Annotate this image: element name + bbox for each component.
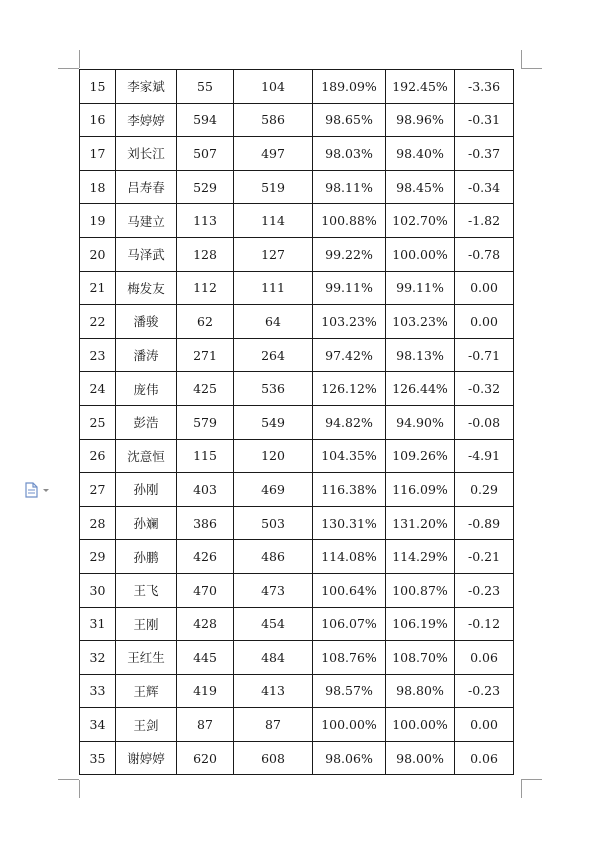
cell-name: 潘涛 <box>116 338 177 372</box>
cell-index: 18 <box>80 170 116 204</box>
cell-ratio-a: 106.07% <box>313 607 386 641</box>
cell-name: 庞伟 <box>116 372 177 406</box>
cell-ratio-a: 116.38% <box>313 473 386 507</box>
cell-ratio-a: 97.42% <box>313 338 386 372</box>
cell-name: 李婷婷 <box>116 103 177 137</box>
table-row <box>80 338 514 372</box>
cell-ratio-a: 100.88% <box>313 204 386 238</box>
cell-value-b: 127 <box>234 237 313 271</box>
cell-name: 马泽武 <box>116 237 177 271</box>
table-row <box>80 607 514 641</box>
crop-mark-bottom-right-v <box>521 780 522 798</box>
cell-ratio-b: 116.09% <box>386 473 455 507</box>
cell-index: 34 <box>80 708 116 742</box>
cell-value-b: 503 <box>234 506 313 540</box>
cell-ratio-a: 100.64% <box>313 573 386 607</box>
cell-value-a: 386 <box>177 506 234 540</box>
cell-ratio-b: 100.87% <box>386 573 455 607</box>
cell-index: 20 <box>80 237 116 271</box>
cell-ratio-b: 98.00% <box>386 741 455 775</box>
table-row <box>80 237 514 271</box>
cell-index: 24 <box>80 372 116 406</box>
cell-index: 35 <box>80 741 116 775</box>
cell-name: 彭浩 <box>116 405 177 439</box>
cell-value-a: 87 <box>177 708 234 742</box>
cell-ratio-a: 99.11% <box>313 271 386 305</box>
cell-name: 马建立 <box>116 204 177 238</box>
cell-index: 26 <box>80 439 116 473</box>
table-row <box>80 305 514 339</box>
cell-name: 王剑 <box>116 708 177 742</box>
cell-ratio-a: 99.22% <box>313 237 386 271</box>
data-table <box>79 69 514 775</box>
cell-index: 29 <box>80 540 116 574</box>
cell-ratio-b: 100.00% <box>386 708 455 742</box>
cell-value-b: 536 <box>234 372 313 406</box>
cell-value-a: 620 <box>177 741 234 775</box>
cell-ratio-b: 103.23% <box>386 305 455 339</box>
table-row <box>80 70 514 104</box>
cell-value-b: 64 <box>234 305 313 339</box>
cell-ratio-a: 94.82% <box>313 405 386 439</box>
cell-difference: -0.21 <box>455 540 514 574</box>
crop-mark-top-left-h <box>58 68 79 69</box>
table-row <box>80 741 514 775</box>
cell-ratio-b: 98.45% <box>386 170 455 204</box>
cell-ratio-b: 102.70% <box>386 204 455 238</box>
table-row <box>80 439 514 473</box>
cell-ratio-b: 108.70% <box>386 641 455 675</box>
table-row <box>80 204 514 238</box>
cell-value-b: 486 <box>234 540 313 574</box>
cell-value-b: 120 <box>234 439 313 473</box>
cell-difference: 0.00 <box>455 708 514 742</box>
cell-value-b: 473 <box>234 573 313 607</box>
cell-ratio-a: 103.23% <box>313 305 386 339</box>
table-row <box>80 674 514 708</box>
cell-ratio-a: 104.35% <box>313 439 386 473</box>
cell-ratio-a: 126.12% <box>313 372 386 406</box>
cell-value-b: 87 <box>234 708 313 742</box>
table-row <box>80 137 514 171</box>
cell-value-b: 264 <box>234 338 313 372</box>
cell-index: 32 <box>80 641 116 675</box>
cell-ratio-b: 106.19% <box>386 607 455 641</box>
cell-difference: 0.00 <box>455 305 514 339</box>
cell-index: 33 <box>80 674 116 708</box>
table-row <box>80 473 514 507</box>
cell-difference: 0.06 <box>455 741 514 775</box>
cell-value-b: 519 <box>234 170 313 204</box>
cell-name: 孙刚 <box>116 473 177 507</box>
cell-value-a: 445 <box>177 641 234 675</box>
table-row <box>80 641 514 675</box>
cell-index: 17 <box>80 137 116 171</box>
cell-value-a: 128 <box>177 237 234 271</box>
cell-difference: 0.06 <box>455 641 514 675</box>
cell-name: 潘骏 <box>116 305 177 339</box>
cell-ratio-b: 99.11% <box>386 271 455 305</box>
cell-difference: -1.82 <box>455 204 514 238</box>
cell-difference: -0.34 <box>455 170 514 204</box>
cell-index: 31 <box>80 607 116 641</box>
cell-name: 李家斌 <box>116 70 177 104</box>
crop-mark-top-right-h <box>521 68 542 69</box>
cell-difference: -0.89 <box>455 506 514 540</box>
cell-value-b: 549 <box>234 405 313 439</box>
cell-value-b: 497 <box>234 137 313 171</box>
cell-value-a: 428 <box>177 607 234 641</box>
cell-ratio-b: 126.44% <box>386 372 455 406</box>
cell-ratio-b: 98.80% <box>386 674 455 708</box>
cell-index: 28 <box>80 506 116 540</box>
cell-index: 16 <box>80 103 116 137</box>
cell-value-a: 507 <box>177 137 234 171</box>
cell-ratio-b: 98.40% <box>386 137 455 171</box>
cell-name: 谢婷婷 <box>116 741 177 775</box>
cell-value-a: 115 <box>177 439 234 473</box>
crop-mark-bottom-left-v <box>79 780 80 798</box>
cell-difference: -0.12 <box>455 607 514 641</box>
table-row <box>80 405 514 439</box>
cell-index: 30 <box>80 573 116 607</box>
cell-ratio-a: 114.08% <box>313 540 386 574</box>
cell-ratio-b: 98.13% <box>386 338 455 372</box>
cell-value-a: 113 <box>177 204 234 238</box>
cell-name: 梅发友 <box>116 271 177 305</box>
cell-name: 孙斓 <box>116 506 177 540</box>
cell-index: 22 <box>80 305 116 339</box>
cell-value-a: 529 <box>177 170 234 204</box>
cell-value-a: 271 <box>177 338 234 372</box>
cell-difference: -0.08 <box>455 405 514 439</box>
cell-ratio-a: 98.03% <box>313 137 386 171</box>
cell-difference: -0.23 <box>455 573 514 607</box>
cell-index: 19 <box>80 204 116 238</box>
cell-value-b: 608 <box>234 741 313 775</box>
cell-name: 王刚 <box>116 607 177 641</box>
cell-difference: -4.91 <box>455 439 514 473</box>
crop-mark-bottom-left-h <box>58 779 79 780</box>
cell-value-b: 104 <box>234 70 313 104</box>
table-row <box>80 573 514 607</box>
cell-value-b: 469 <box>234 473 313 507</box>
cell-difference: 0.00 <box>455 271 514 305</box>
cell-value-a: 62 <box>177 305 234 339</box>
cell-name: 吕寿春 <box>116 170 177 204</box>
table-row <box>80 506 514 540</box>
crop-mark-top-left-v <box>79 50 80 68</box>
cell-ratio-a: 100.00% <box>313 708 386 742</box>
cell-value-a: 419 <box>177 674 234 708</box>
cell-ratio-b: 131.20% <box>386 506 455 540</box>
cell-value-a: 112 <box>177 271 234 305</box>
table-row <box>80 271 514 305</box>
cell-difference: -0.31 <box>455 103 514 137</box>
cell-value-a: 594 <box>177 103 234 137</box>
cell-ratio-b: 192.45% <box>386 70 455 104</box>
cell-index: 25 <box>80 405 116 439</box>
cell-ratio-a: 98.11% <box>313 170 386 204</box>
cell-name: 王红生 <box>116 641 177 675</box>
table-row <box>80 103 514 137</box>
cell-name: 沈意恒 <box>116 439 177 473</box>
cell-difference: 0.29 <box>455 473 514 507</box>
table-row <box>80 708 514 742</box>
table-row <box>80 372 514 406</box>
cell-difference: -0.71 <box>455 338 514 372</box>
cell-value-a: 579 <box>177 405 234 439</box>
cell-ratio-a: 98.06% <box>313 741 386 775</box>
cell-value-a: 425 <box>177 372 234 406</box>
cell-difference: -0.23 <box>455 674 514 708</box>
cell-ratio-a: 108.76% <box>313 641 386 675</box>
crop-mark-bottom-right-h <box>521 779 542 780</box>
cell-name: 王辉 <box>116 674 177 708</box>
cell-index: 23 <box>80 338 116 372</box>
cell-ratio-b: 94.90% <box>386 405 455 439</box>
cell-index: 27 <box>80 473 116 507</box>
cell-difference: -0.37 <box>455 137 514 171</box>
cell-ratio-a: 130.31% <box>313 506 386 540</box>
cell-difference: -0.32 <box>455 372 514 406</box>
cell-ratio-b: 100.00% <box>386 237 455 271</box>
cell-value-b: 454 <box>234 607 313 641</box>
cell-ratio-a: 189.09% <box>313 70 386 104</box>
cell-difference: -3.36 <box>455 70 514 104</box>
cell-value-a: 403 <box>177 473 234 507</box>
cell-ratio-a: 98.57% <box>313 674 386 708</box>
cell-value-a: 426 <box>177 540 234 574</box>
cell-value-a: 55 <box>177 70 234 104</box>
cell-ratio-b: 114.29% <box>386 540 455 574</box>
table-row <box>80 170 514 204</box>
document-dropdown-icon[interactable] <box>24 482 52 498</box>
cell-name: 刘长江 <box>116 137 177 171</box>
cell-index: 15 <box>80 70 116 104</box>
cell-value-b: 484 <box>234 641 313 675</box>
cell-value-b: 413 <box>234 674 313 708</box>
cell-value-a: 470 <box>177 573 234 607</box>
cell-difference: -0.78 <box>455 237 514 271</box>
cell-name: 孙鹏 <box>116 540 177 574</box>
cell-name: 王飞 <box>116 573 177 607</box>
cell-ratio-b: 109.26% <box>386 439 455 473</box>
cell-value-b: 114 <box>234 204 313 238</box>
cell-value-b: 111 <box>234 271 313 305</box>
cell-value-b: 586 <box>234 103 313 137</box>
crop-mark-top-right-v <box>521 50 522 68</box>
cell-ratio-b: 98.96% <box>386 103 455 137</box>
cell-ratio-a: 98.65% <box>313 103 386 137</box>
table-row <box>80 540 514 574</box>
cell-index: 21 <box>80 271 116 305</box>
